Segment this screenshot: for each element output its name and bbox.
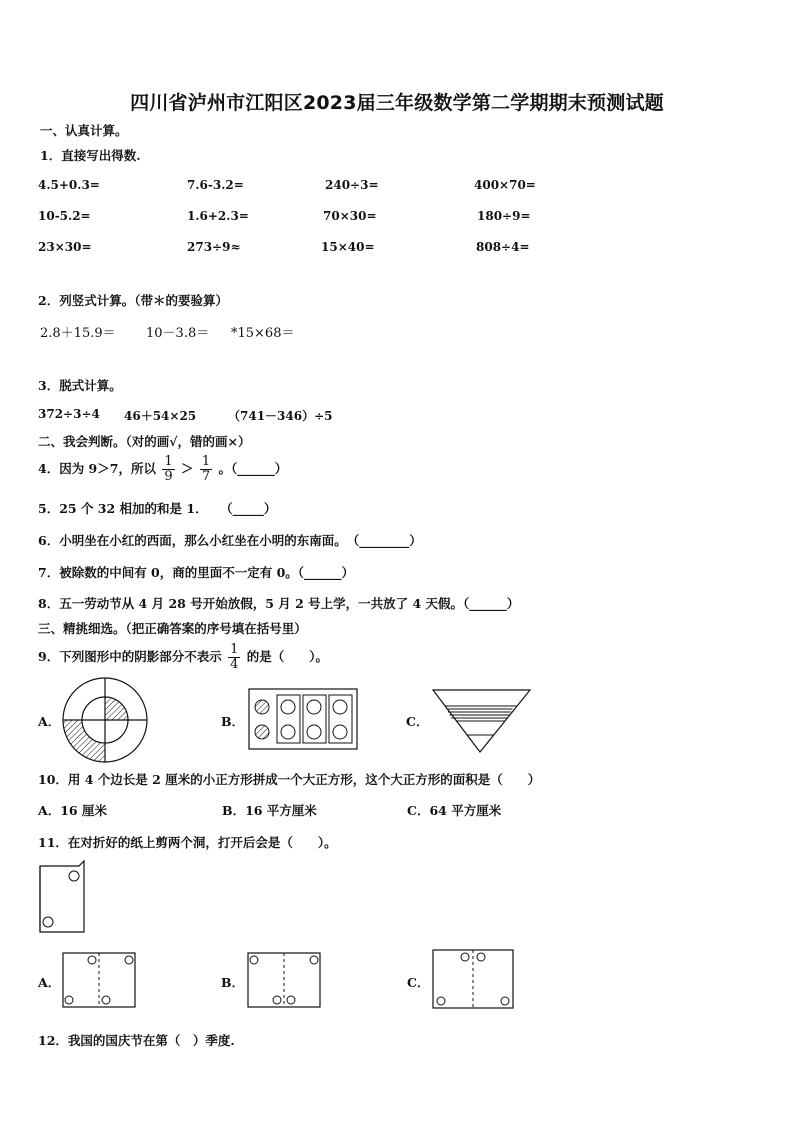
- figure-c-triangle: [433, 690, 530, 752]
- q9-suffix: 的是（ ）。: [246, 649, 328, 664]
- figure-b-circles: [249, 689, 357, 749]
- q1-cell: 70×30=: [323, 209, 377, 223]
- q1-cell: 15×40=: [321, 240, 375, 254]
- q1-cell: 23×30=: [38, 240, 92, 254]
- q10-stem: 10．用 4 个边长是 2 厘米的小正方形拼成一个大正方形，这个大正方形的面积是（ ）: [38, 772, 541, 787]
- q7: 7．被除数的中间有 0，商的里面不一定有 0。（______）: [38, 565, 355, 580]
- q11-option-c-label: C．: [407, 975, 430, 990]
- q11-option-a-label: A．: [38, 975, 61, 990]
- option-a-label: A．: [38, 714, 61, 729]
- q3-item: 372÷3÷4: [38, 407, 100, 421]
- page-title: 四川省泸州市江阳区2023届三年级数学第二学期期末预测试题: [130, 92, 664, 114]
- fraction-denominator: 4: [230, 657, 239, 672]
- q2-item: 10－3.8＝: [146, 326, 210, 341]
- q10-option-c: C．64 平方厘米: [407, 803, 502, 818]
- q3-item: （741－346）÷5: [228, 409, 333, 423]
- option-c-figure: [433, 950, 513, 1008]
- q12: 12．我国的国庆节在第（ ）季度.: [38, 1033, 235, 1048]
- q1-label: 1．直接写出得数.: [40, 148, 141, 163]
- q9-prefix: 9．下列图形中的阴影部分不表示: [38, 649, 222, 664]
- q1-cell: 180÷9=: [477, 209, 531, 223]
- section-1-heading: 一、认真计算。: [40, 123, 128, 138]
- q11-option-b-label: B．: [221, 975, 245, 990]
- option-b-figure: [248, 953, 320, 1007]
- q1-cell: 1.6+2.3=: [187, 209, 249, 223]
- q1-cell: 4.5+0.3=: [38, 178, 100, 192]
- fraction-denominator: 9: [164, 469, 173, 484]
- q4-prefix: 4．因为 9＞7，所以: [38, 461, 156, 476]
- q10-option-b: B．16 平方厘米: [222, 803, 317, 818]
- q1-cell: 240÷3=: [325, 178, 379, 192]
- q2-item: *15×68＝: [231, 326, 295, 341]
- figure-a-ring: [63, 678, 147, 762]
- fraction-denominator: 7: [201, 469, 211, 484]
- section-2-heading: 二、我会判断。（对的画√，错的画×）: [38, 434, 251, 449]
- q1-cell: 7.6-3.2=: [187, 178, 244, 192]
- folded-paper-figure: [40, 861, 84, 932]
- q1-cell: 808÷4=: [476, 240, 530, 254]
- fraction-numerator: 1: [230, 642, 239, 657]
- q8: 8．五一劳动节从 4 月 28 号开始放假，5 月 2 号上学，一共放了 4 天假。（______）: [38, 596, 520, 611]
- q1-cell: 273÷9≈: [187, 240, 241, 254]
- q2-item: 2.8＋15.9＝: [40, 326, 116, 341]
- q11-stem: 11．在对折好的纸上剪两个洞，打开后会是（ ）。: [38, 835, 337, 850]
- option-b-label: B．: [221, 714, 245, 729]
- q1-cell: 10-5.2=: [38, 209, 91, 223]
- q5: 5．25 个 32 相加的和是 1． （_____）: [38, 501, 277, 516]
- q4-suffix: 。（______）: [218, 461, 288, 476]
- option-c-label: C．: [406, 714, 429, 729]
- fraction-numerator: 1: [201, 454, 211, 469]
- q6: 6．小明坐在小红的西面，那么小红坐在小明的东南面。 （________）: [38, 533, 422, 548]
- q2-label: 2．列竖式计算。（带＊的要验算）: [38, 293, 228, 308]
- q10-option-a: A．16 厘米: [38, 803, 107, 818]
- q3-label: 3．脱式计算。: [38, 378, 122, 393]
- q1-cell: 400×70=: [474, 178, 536, 192]
- q3-item: 46＋54×25: [124, 409, 197, 423]
- option-a-figure: [63, 953, 135, 1007]
- section-3-heading: 三、精挑细选。（把正确答案的序号填在括号里）: [38, 621, 307, 636]
- fraction-numerator: 1: [164, 454, 173, 469]
- greater-than-sign: ＞: [180, 461, 194, 476]
